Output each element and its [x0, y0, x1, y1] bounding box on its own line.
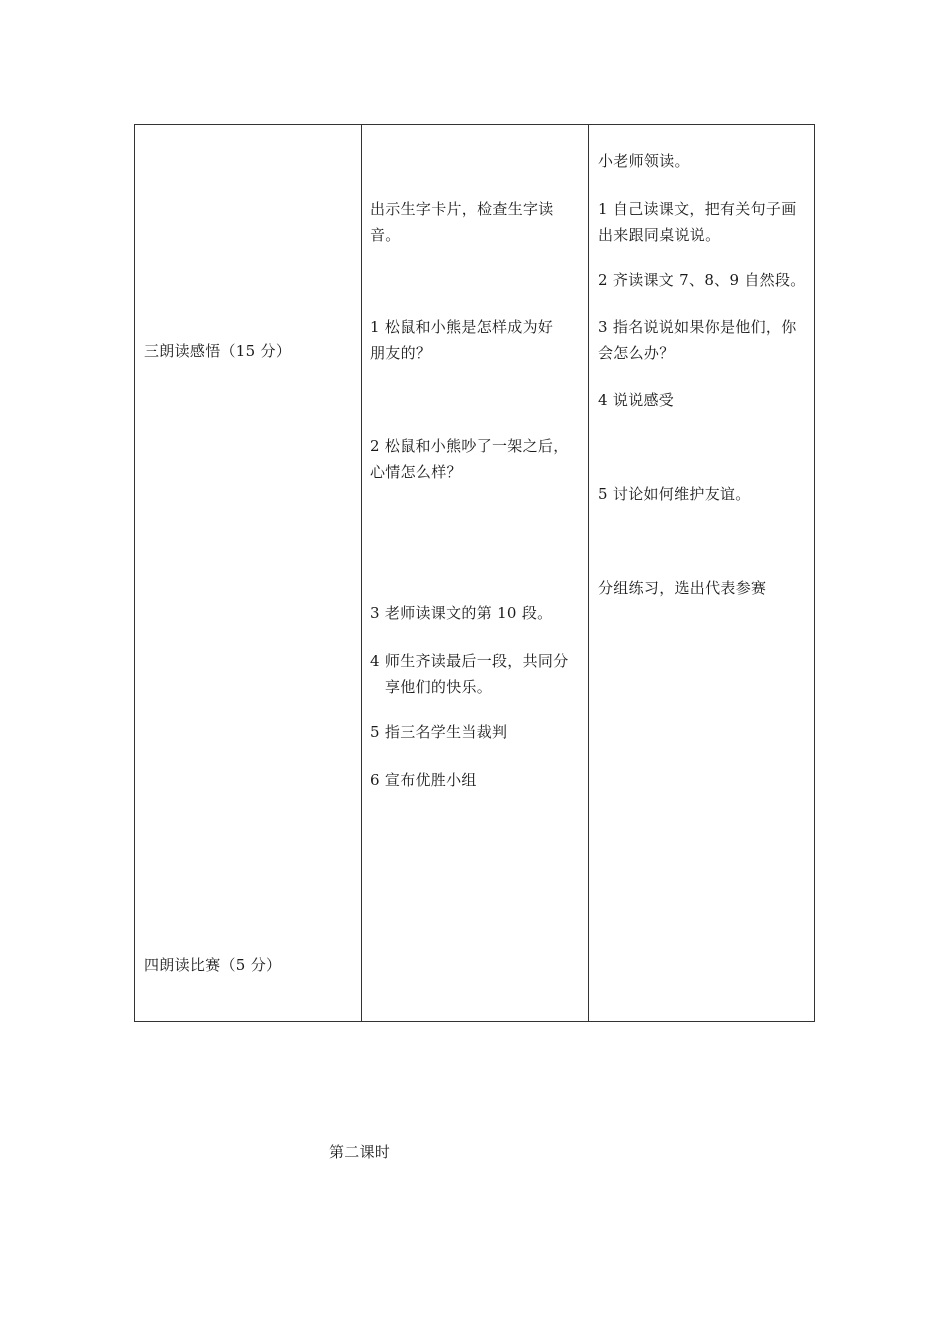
student-activity-1-line2: 出来跟同桌说说。 [598, 226, 721, 244]
lesson-2-heading: 第二课时 [329, 1143, 391, 1161]
student-activity-1-line1: 1 自己读课文，把有关句子画 [598, 200, 797, 218]
lesson-plan-table [134, 124, 815, 1022]
question-2-line1: 2 松鼠和小熊吵了一架之后， [370, 437, 569, 455]
teacher-step-3: 3 老师读课文的第 10 段。 [370, 604, 553, 622]
column-divider-2 [588, 125, 589, 1021]
teacher-step-4-line2: 享他们的快乐。 [385, 678, 493, 696]
question-1-line2: 朋友的？ [370, 344, 432, 362]
student-lead-reading: 小老师领读。 [598, 152, 690, 170]
student-activity-2: 2 齐读课文 7、8、9 自然段。 [598, 271, 806, 289]
student-activity-3-line2: 会怎么办？ [598, 344, 675, 362]
column-divider-1 [361, 125, 362, 1021]
teacher-step-cards-line1: 出示生字卡片，检查生字读 [370, 200, 554, 218]
teacher-step-4-line1: 4 师生齐读最后一段，共同分 [370, 652, 569, 670]
teacher-step-6: 6 宣布优胜小组 [370, 771, 477, 789]
question-2-line2: 心情怎么样？ [370, 463, 462, 481]
student-activity-5: 5 讨论如何维护友谊。 [598, 485, 751, 503]
teacher-step-5: 5 指三名学生当裁判 [370, 723, 508, 741]
question-1-line1: 1 松鼠和小熊是怎样成为好 [370, 318, 554, 336]
teacher-step-cards-line2: 音。 [370, 226, 401, 244]
student-activity-6: 分组练习，选出代表参赛 [598, 579, 767, 597]
student-activity-3-line1: 3 指名说说如果你是他们，你 [598, 318, 797, 336]
section-4-title: 四朗读比赛（5 分） [144, 956, 282, 974]
student-activity-4: 4 说说感受 [598, 391, 675, 409]
section-3-title: 三朗读感悟（15 分） [144, 342, 292, 360]
